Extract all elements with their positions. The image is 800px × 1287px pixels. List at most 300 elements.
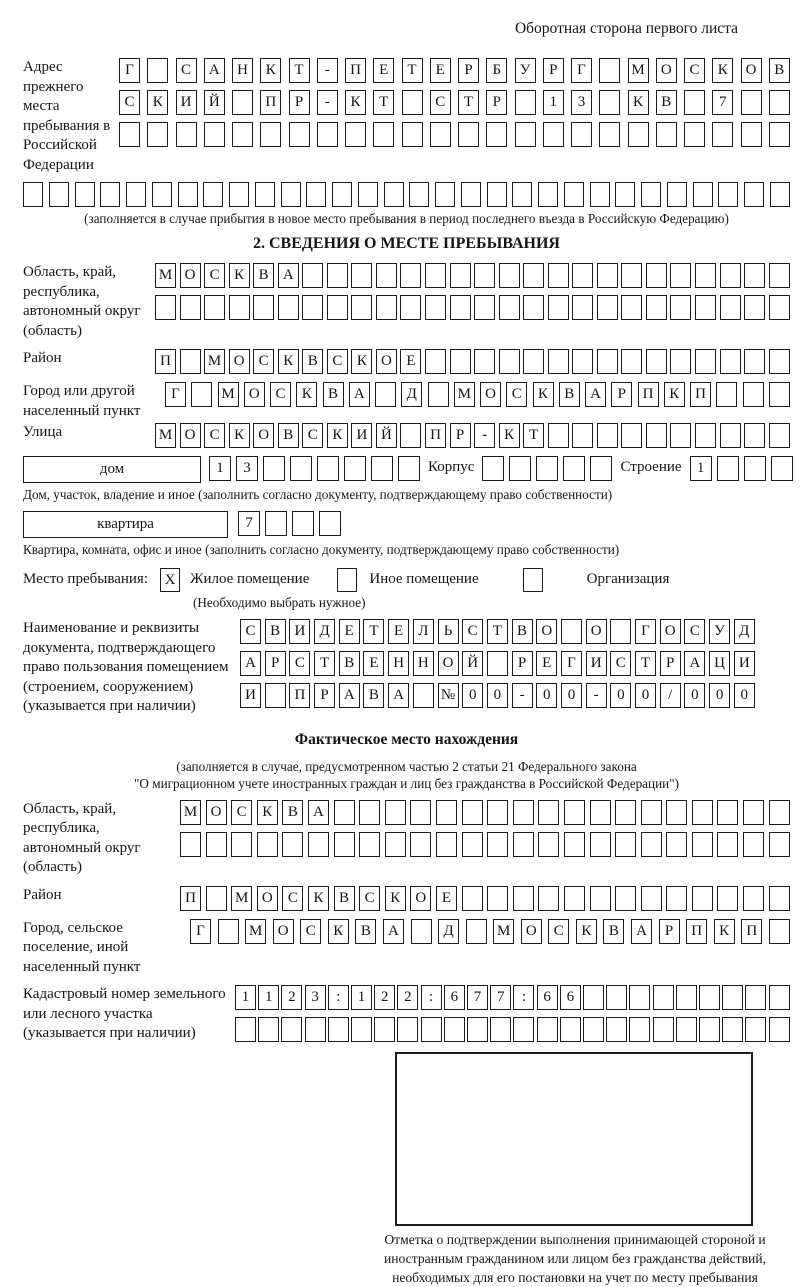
char-cell[interactable] (743, 832, 764, 857)
char-cell[interactable]: У (515, 58, 536, 83)
char-cell[interactable]: О (273, 919, 294, 944)
char-cell[interactable]: С (506, 382, 527, 407)
char-cell[interactable]: Е (400, 349, 421, 374)
char-cell[interactable]: С (204, 263, 225, 288)
char-cell[interactable] (538, 886, 559, 911)
char-cell[interactable] (229, 295, 250, 320)
char-cell[interactable]: 7 (712, 90, 733, 115)
char-cell[interactable] (474, 263, 495, 288)
char-cell[interactable]: Й (462, 651, 483, 676)
char-cell[interactable] (204, 122, 225, 147)
char-cell[interactable] (769, 263, 790, 288)
char-cell[interactable]: О (257, 886, 278, 911)
char-cell[interactable]: В (302, 349, 323, 374)
char-cell[interactable] (743, 886, 764, 911)
char-cell[interactable] (769, 886, 790, 911)
char-cell[interactable]: П (686, 919, 707, 944)
char-cell[interactable] (684, 122, 705, 147)
char-cell[interactable]: 3 (236, 456, 258, 481)
char-cell[interactable] (597, 423, 618, 448)
char-cell[interactable] (384, 182, 404, 207)
char-cell[interactable] (646, 423, 667, 448)
char-cell[interactable]: П (741, 919, 762, 944)
char-cell[interactable]: С (119, 90, 140, 115)
char-cell[interactable]: А (585, 382, 606, 407)
char-cell[interactable]: В (265, 619, 286, 644)
char-cell[interactable]: С (231, 800, 252, 825)
char-cell[interactable]: Г (571, 58, 592, 83)
char-cell[interactable]: А (631, 919, 652, 944)
char-cell[interactable] (512, 182, 532, 207)
char-cell[interactable] (513, 800, 534, 825)
char-cell[interactable]: М (204, 349, 225, 374)
char-cell[interactable] (646, 263, 667, 288)
char-cell[interactable]: К (576, 919, 597, 944)
char-cell[interactable] (564, 832, 585, 857)
char-cell[interactable] (720, 423, 741, 448)
char-cell[interactable] (411, 919, 432, 944)
char-cell[interactable] (344, 456, 366, 481)
char-cell[interactable] (641, 800, 662, 825)
char-cell[interactable]: 0 (684, 683, 705, 708)
char-cell[interactable]: П (289, 683, 310, 708)
char-cell[interactable]: К (327, 423, 348, 448)
char-cell[interactable]: С (289, 651, 310, 676)
char-cell[interactable]: 1 (690, 456, 712, 481)
char-cell[interactable] (218, 919, 239, 944)
char-cell[interactable]: С (430, 90, 451, 115)
char-cell[interactable] (744, 349, 765, 374)
char-cell[interactable] (373, 122, 394, 147)
char-cell[interactable]: А (383, 919, 404, 944)
char-cell[interactable]: О (376, 349, 397, 374)
char-cell[interactable] (305, 1017, 326, 1042)
char-cell[interactable]: 7 (238, 511, 260, 536)
char-cell[interactable]: Т (523, 423, 544, 448)
char-cell[interactable]: Р (265, 651, 286, 676)
char-cell[interactable] (204, 295, 225, 320)
char-cell[interactable] (428, 382, 449, 407)
char-cell[interactable]: - (586, 683, 607, 708)
char-cell[interactable]: 0 (561, 683, 582, 708)
char-cell[interactable]: С (176, 58, 197, 83)
char-cell[interactable] (769, 349, 790, 374)
char-cell[interactable] (712, 122, 733, 147)
char-cell[interactable] (769, 382, 790, 407)
char-cell[interactable]: П (260, 90, 281, 115)
char-cell[interactable]: О (656, 58, 677, 83)
char-cell[interactable] (615, 886, 636, 911)
char-cell[interactable] (374, 1017, 395, 1042)
char-cell[interactable] (178, 182, 198, 207)
char-cell[interactable] (376, 295, 397, 320)
char-cell[interactable]: 6 (537, 985, 558, 1010)
char-cell[interactable] (400, 423, 421, 448)
char-cell[interactable] (515, 122, 536, 147)
char-cell[interactable]: Ь (438, 619, 459, 644)
char-cell[interactable]: К (628, 90, 649, 115)
char-cell[interactable] (615, 800, 636, 825)
char-cell[interactable] (513, 832, 534, 857)
char-cell[interactable]: М (155, 263, 176, 288)
char-cell[interactable] (722, 1017, 743, 1042)
char-cell[interactable]: С (270, 382, 291, 407)
char-cell[interactable]: К (278, 349, 299, 374)
char-cell[interactable] (693, 182, 713, 207)
char-cell[interactable] (425, 349, 446, 374)
char-cell[interactable] (720, 263, 741, 288)
char-cell[interactable]: А (204, 58, 225, 83)
char-cell[interactable] (543, 122, 564, 147)
char-cell[interactable]: Й (204, 90, 225, 115)
char-cell[interactable] (743, 800, 764, 825)
char-cell[interactable] (621, 295, 642, 320)
char-cell[interactable] (564, 800, 585, 825)
char-cell[interactable] (536, 456, 558, 481)
char-cell[interactable] (717, 832, 738, 857)
char-cell[interactable]: Г (635, 619, 656, 644)
char-cell[interactable]: : (328, 985, 349, 1010)
checkbox-zhiloe[interactable]: X (160, 568, 180, 592)
char-cell[interactable] (548, 295, 569, 320)
char-cell[interactable] (695, 349, 716, 374)
char-cell[interactable]: 2 (281, 985, 302, 1010)
char-cell[interactable]: И (351, 423, 372, 448)
char-cell[interactable] (231, 832, 252, 857)
char-cell[interactable]: Е (436, 886, 457, 911)
char-cell[interactable] (176, 122, 197, 147)
char-cell[interactable] (548, 423, 569, 448)
char-cell[interactable]: Е (430, 58, 451, 83)
char-cell[interactable]: 0 (635, 683, 656, 708)
char-cell[interactable]: : (421, 985, 442, 1010)
char-cell[interactable] (571, 122, 592, 147)
char-cell[interactable]: - (317, 90, 338, 115)
char-cell[interactable] (599, 90, 620, 115)
char-cell[interactable] (722, 985, 743, 1010)
char-cell[interactable]: П (638, 382, 659, 407)
char-cell[interactable]: В (603, 919, 624, 944)
char-cell[interactable] (49, 182, 69, 207)
char-cell[interactable] (653, 1017, 674, 1042)
char-cell[interactable] (235, 1017, 256, 1042)
char-cell[interactable] (317, 122, 338, 147)
char-cell[interactable] (629, 1017, 650, 1042)
char-cell[interactable] (629, 985, 650, 1010)
char-cell[interactable] (257, 832, 278, 857)
char-cell[interactable] (769, 832, 790, 857)
char-cell[interactable]: Г (190, 919, 211, 944)
char-cell[interactable] (513, 886, 534, 911)
char-cell[interactable]: В (278, 423, 299, 448)
char-cell[interactable] (744, 423, 765, 448)
char-cell[interactable] (435, 182, 455, 207)
char-cell[interactable]: - (317, 58, 338, 83)
char-cell[interactable] (572, 263, 593, 288)
char-cell[interactable] (328, 1017, 349, 1042)
char-cell[interactable] (564, 182, 584, 207)
char-cell[interactable] (421, 1017, 442, 1042)
char-cell[interactable]: Р (486, 90, 507, 115)
char-cell[interactable] (263, 456, 285, 481)
char-cell[interactable]: О (521, 919, 542, 944)
char-cell[interactable]: Т (373, 90, 394, 115)
char-cell[interactable]: Е (339, 619, 360, 644)
char-cell[interactable]: 0 (536, 683, 557, 708)
char-cell[interactable] (398, 456, 420, 481)
char-cell[interactable]: Т (487, 619, 508, 644)
char-cell[interactable] (621, 423, 642, 448)
char-cell[interactable]: С (548, 919, 569, 944)
char-cell[interactable] (444, 1017, 465, 1042)
char-cell[interactable]: К (328, 919, 349, 944)
char-cell[interactable]: П (345, 58, 366, 83)
char-cell[interactable] (232, 122, 253, 147)
char-cell[interactable] (615, 182, 635, 207)
char-cell[interactable] (670, 295, 691, 320)
char-cell[interactable] (599, 58, 620, 83)
char-cell[interactable]: 6 (444, 985, 465, 1010)
char-cell[interactable] (646, 349, 667, 374)
char-cell[interactable] (147, 58, 168, 83)
char-cell[interactable]: Й (376, 423, 397, 448)
char-cell[interactable] (375, 382, 396, 407)
char-cell[interactable] (490, 1017, 511, 1042)
char-cell[interactable] (410, 800, 431, 825)
char-cell[interactable] (253, 295, 274, 320)
char-cell[interactable] (667, 182, 687, 207)
char-cell[interactable] (743, 382, 764, 407)
char-cell[interactable]: М (231, 886, 252, 911)
char-cell[interactable] (265, 511, 287, 536)
char-cell[interactable]: О (229, 349, 250, 374)
char-cell[interactable] (597, 349, 618, 374)
char-cell[interactable] (695, 295, 716, 320)
char-cell[interactable]: Е (536, 651, 557, 676)
char-cell[interactable] (684, 90, 705, 115)
char-cell[interactable] (653, 985, 674, 1010)
char-cell[interactable]: С (253, 349, 274, 374)
char-cell[interactable] (641, 886, 662, 911)
char-cell[interactable] (282, 832, 303, 857)
char-cell[interactable] (358, 182, 378, 207)
char-cell[interactable] (676, 1017, 697, 1042)
char-cell[interactable]: Т (635, 651, 656, 676)
char-cell[interactable] (590, 800, 611, 825)
char-cell[interactable]: Т (363, 619, 384, 644)
char-cell[interactable] (583, 985, 604, 1010)
char-cell[interactable] (499, 295, 520, 320)
char-cell[interactable] (180, 832, 201, 857)
char-cell[interactable] (692, 832, 713, 857)
char-cell[interactable] (590, 832, 611, 857)
char-cell[interactable] (538, 182, 558, 207)
char-cell[interactable]: П (425, 423, 446, 448)
char-cell[interactable] (745, 1017, 766, 1042)
char-cell[interactable] (523, 263, 544, 288)
char-cell[interactable] (229, 182, 249, 207)
char-cell[interactable]: А (339, 683, 360, 708)
char-cell[interactable] (486, 122, 507, 147)
char-cell[interactable] (397, 1017, 418, 1042)
char-cell[interactable]: 1 (351, 985, 372, 1010)
char-cell[interactable] (487, 832, 508, 857)
char-cell[interactable] (351, 1017, 372, 1042)
char-cell[interactable]: / (660, 683, 681, 708)
char-cell[interactable] (302, 295, 323, 320)
char-cell[interactable] (621, 263, 642, 288)
char-cell[interactable] (769, 1017, 790, 1042)
char-cell[interactable] (606, 985, 627, 1010)
char-cell[interactable]: В (559, 382, 580, 407)
char-cell[interactable] (744, 456, 766, 481)
char-cell[interactable] (699, 985, 720, 1010)
char-cell[interactable]: М (218, 382, 239, 407)
char-cell[interactable] (351, 263, 372, 288)
char-cell[interactable]: Д (401, 382, 422, 407)
char-cell[interactable] (717, 886, 738, 911)
char-cell[interactable]: М (493, 919, 514, 944)
char-cell[interactable] (695, 263, 716, 288)
char-cell[interactable] (745, 985, 766, 1010)
char-cell[interactable]: : (513, 985, 534, 1010)
char-cell[interactable]: Т (402, 58, 423, 83)
char-cell[interactable] (281, 1017, 302, 1042)
char-cell[interactable] (606, 1017, 627, 1042)
char-cell[interactable] (590, 456, 612, 481)
char-cell[interactable] (359, 800, 380, 825)
char-cell[interactable] (699, 1017, 720, 1042)
char-cell[interactable]: О (410, 886, 431, 911)
char-cell[interactable] (615, 832, 636, 857)
char-cell[interactable] (376, 263, 397, 288)
char-cell[interactable] (548, 263, 569, 288)
char-cell[interactable] (410, 832, 431, 857)
char-cell[interactable]: С (204, 423, 225, 448)
char-cell[interactable]: 1 (543, 90, 564, 115)
char-cell[interactable]: 1 (209, 456, 231, 481)
char-cell[interactable] (203, 182, 223, 207)
char-cell[interactable] (718, 182, 738, 207)
char-cell[interactable] (425, 295, 446, 320)
char-cell[interactable]: М (155, 423, 176, 448)
char-cell[interactable] (515, 90, 536, 115)
char-cell[interactable]: Н (388, 651, 409, 676)
char-cell[interactable] (191, 382, 212, 407)
char-cell[interactable] (646, 295, 667, 320)
char-cell[interactable] (599, 122, 620, 147)
char-cell[interactable] (628, 122, 649, 147)
char-cell[interactable] (720, 349, 741, 374)
char-cell[interactable] (467, 1017, 488, 1042)
char-cell[interactable] (666, 800, 687, 825)
char-cell[interactable] (308, 832, 329, 857)
char-cell[interactable] (413, 683, 434, 708)
char-cell[interactable]: Г (561, 651, 582, 676)
char-cell[interactable] (450, 349, 471, 374)
char-cell[interactable]: 0 (462, 683, 483, 708)
char-cell[interactable] (147, 122, 168, 147)
char-cell[interactable] (538, 832, 559, 857)
char-cell[interactable]: А (684, 651, 705, 676)
char-cell[interactable]: 3 (571, 90, 592, 115)
char-cell[interactable]: Р (660, 651, 681, 676)
char-cell[interactable] (583, 1017, 604, 1042)
char-cell[interactable] (292, 511, 314, 536)
char-cell[interactable]: С (684, 619, 705, 644)
char-cell[interactable]: 7 (467, 985, 488, 1010)
char-cell[interactable]: Р (512, 651, 533, 676)
char-cell[interactable]: Р (450, 423, 471, 448)
char-cell[interactable] (327, 295, 348, 320)
char-cell[interactable] (260, 122, 281, 147)
char-cell[interactable]: К (260, 58, 281, 83)
char-cell[interactable] (334, 832, 355, 857)
char-cell[interactable]: - (474, 423, 495, 448)
char-cell[interactable]: С (462, 619, 483, 644)
char-cell[interactable]: 6 (560, 985, 581, 1010)
char-cell[interactable]: О (586, 619, 607, 644)
char-cell[interactable]: Г (165, 382, 186, 407)
char-cell[interactable] (180, 295, 201, 320)
char-cell[interactable] (462, 800, 483, 825)
char-cell[interactable] (400, 295, 421, 320)
char-cell[interactable]: В (769, 58, 790, 83)
char-cell[interactable] (180, 349, 201, 374)
char-cell[interactable]: К (229, 263, 250, 288)
char-cell[interactable] (317, 456, 339, 481)
char-cell[interactable]: С (240, 619, 261, 644)
char-cell[interactable]: Е (363, 651, 384, 676)
char-cell[interactable]: К (499, 423, 520, 448)
char-cell[interactable]: О (536, 619, 557, 644)
char-cell[interactable] (359, 832, 380, 857)
char-cell[interactable] (482, 456, 504, 481)
char-cell[interactable]: Т (289, 58, 310, 83)
char-cell[interactable]: - (512, 683, 533, 708)
char-cell[interactable] (327, 263, 348, 288)
char-cell[interactable]: Н (413, 651, 434, 676)
char-cell[interactable] (152, 182, 172, 207)
char-cell[interactable]: М (245, 919, 266, 944)
char-cell[interactable] (278, 295, 299, 320)
char-cell[interactable]: О (206, 800, 227, 825)
char-cell[interactable]: Б (486, 58, 507, 83)
char-cell[interactable]: 0 (734, 683, 755, 708)
char-cell[interactable]: С (684, 58, 705, 83)
char-cell[interactable]: В (512, 619, 533, 644)
char-cell[interactable]: 0 (709, 683, 730, 708)
char-cell[interactable] (345, 122, 366, 147)
char-cell[interactable]: И (734, 651, 755, 676)
char-cell[interactable] (548, 349, 569, 374)
char-cell[interactable] (126, 182, 146, 207)
char-cell[interactable]: М (180, 800, 201, 825)
char-cell[interactable]: Л (413, 619, 434, 644)
char-cell[interactable]: В (355, 919, 376, 944)
char-cell[interactable] (402, 122, 423, 147)
char-cell[interactable] (770, 182, 790, 207)
checkbox-organizatsiya[interactable] (523, 568, 543, 592)
char-cell[interactable] (402, 90, 423, 115)
char-cell[interactable] (206, 886, 227, 911)
char-cell[interactable]: 2 (374, 985, 395, 1010)
char-cell[interactable]: К (308, 886, 329, 911)
char-cell[interactable] (769, 919, 790, 944)
char-cell[interactable]: Д (438, 919, 459, 944)
char-cell[interactable] (744, 295, 765, 320)
char-cell[interactable]: А (308, 800, 329, 825)
